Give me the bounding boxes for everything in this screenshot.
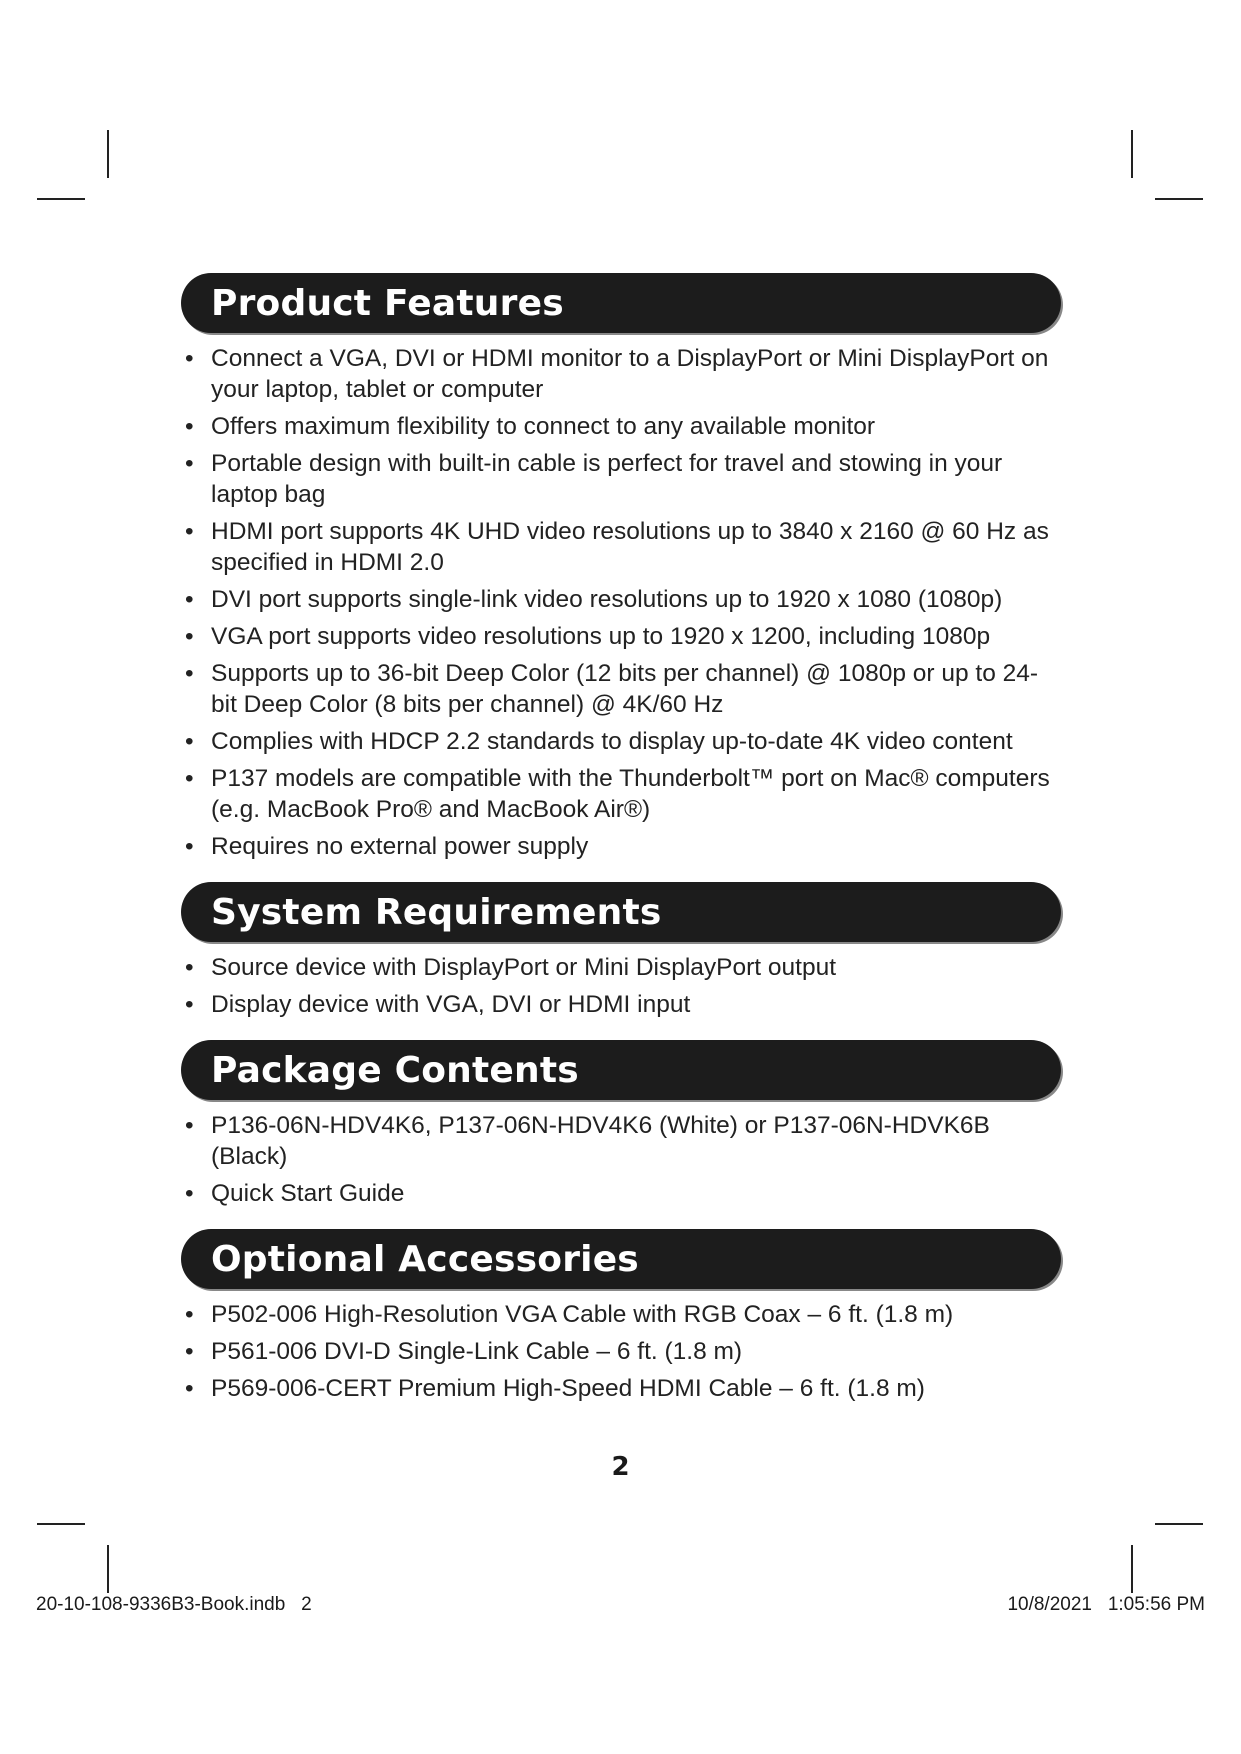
crop-mark-top-left-horizontal	[37, 198, 85, 200]
list-item: • P569-006-CERT Premium High-Speed HDMI Cable – 6 ft. (1.8 m)	[181, 1373, 1061, 1404]
list-item: • Connect a VGA, DVI or HDMI monitor to a DisplayPort or Mini DisplayPort on your laptop, tablet or computer	[181, 343, 1061, 405]
list-item: • Source device with DisplayPort or Mini DisplayPort output	[181, 952, 1061, 983]
list-item: • Display device with VGA, DVI or HDMI input	[181, 989, 1061, 1020]
section-header-optional-accessories	[181, 1229, 1061, 1289]
list-item: • VGA port supports video resolutions up to 1920 x 1200, including 1080p	[181, 621, 1061, 652]
crop-mark-bottom-right-horizontal	[1155, 1523, 1203, 1525]
crop-mark-bottom-left-vertical	[107, 1545, 109, 1593]
page-content	[181, 273, 1061, 1410]
section-title: Package Contents	[211, 1049, 579, 1091]
section-header-package-contents	[181, 1040, 1061, 1100]
list-item: • P561-006 DVI-D Single-Link Cable – 6 ft. (1.8 m)	[181, 1336, 1061, 1367]
crop-mark-top-right-horizontal	[1155, 198, 1203, 200]
list-item: • Offers maximum flexibility to connect to any available monitor	[181, 411, 1061, 442]
list-item: • Complies with HDCP 2.2 standards to display up-to-date 4K video content	[181, 726, 1061, 757]
section-title: Product Features	[211, 282, 564, 324]
list-item: • Quick Start Guide	[181, 1178, 1061, 1209]
list-item: • Requires no external power supply	[181, 831, 1061, 862]
crop-mark-bottom-left-horizontal	[37, 1523, 85, 1525]
section-header-system-requirements	[181, 882, 1061, 942]
crop-mark-bottom-right-vertical	[1131, 1545, 1133, 1593]
section-title: Optional Accessories	[211, 1238, 639, 1280]
crop-mark-top-right-vertical	[1131, 130, 1133, 178]
crop-mark-top-left-vertical	[107, 130, 109, 178]
section-title: System Requirements	[211, 891, 662, 933]
section-header-product-features	[181, 273, 1061, 333]
list-item: • Supports up to 36-bit Deep Color (12 bits per channel) @ 1080p or up to 24-bit Deep Color (8 bits per channel) @ 4K/60 Hz	[181, 658, 1061, 720]
optional-accessories-list	[181, 1299, 1061, 1404]
system-requirements-list	[181, 952, 1061, 1020]
print-slug-date-time: 10/8/2021 1:05:56 PM	[1007, 1594, 1205, 1615]
list-item: • Portable design with built-in cable is perfect for travel and stowing in your laptop bag	[181, 448, 1061, 510]
list-item: • DVI port supports single-link video resolutions up to 1920 x 1080 (1080p)	[181, 584, 1061, 615]
list-item: • P502-006 High-Resolution VGA Cable with RGB Coax – 6 ft. (1.8 m)	[181, 1299, 1061, 1330]
page-number: 2	[611, 1452, 630, 1482]
print-slug-file: 20-10-108-9336B3-Book.indb 2	[36, 1594, 312, 1615]
list-item: • P136-06N-HDV4K6, P137-06N-HDV4K6 (White) or P137-06N-HDVK6B (Black)	[181, 1110, 1061, 1172]
product-features-list	[181, 343, 1061, 862]
list-item: • P137 models are compatible with the Thunderbolt™ port on Mac® computers (e.g. MacBook Pro® and MacBook Air®)	[181, 763, 1061, 825]
list-item: • HDMI port supports 4K UHD video resolutions up to 3840 x 2160 @ 60 Hz as specified in HDMI 2.0	[181, 516, 1061, 578]
package-contents-list	[181, 1110, 1061, 1209]
